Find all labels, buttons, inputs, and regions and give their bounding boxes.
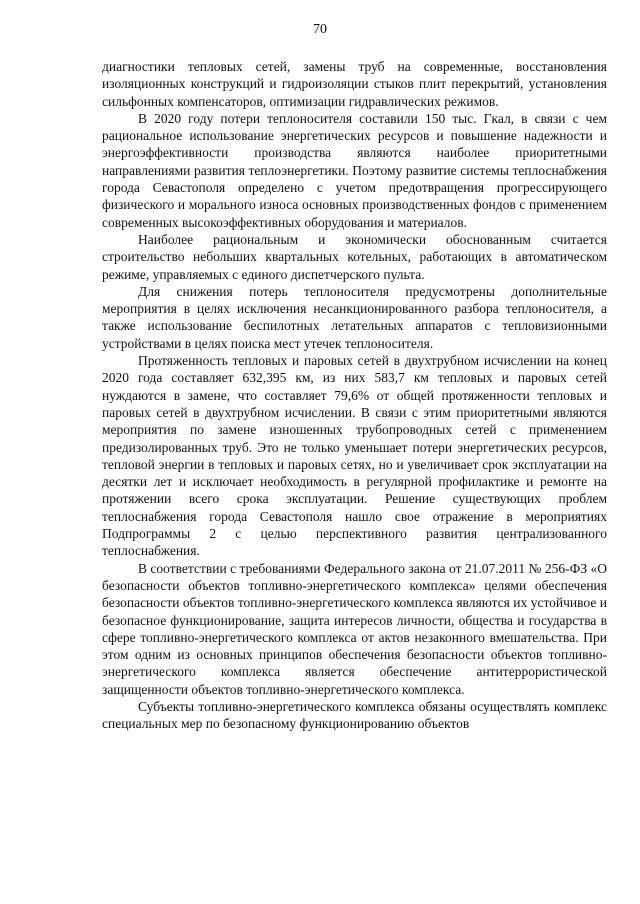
paragraph-network-length: Протяженность тепловых и паровых сетей в двухтрубном исчислении на конец 2020 года составляет 632,395 км, из них 583,7 км тепловых и паровых сетей нуждаются в замене, что составляет 79,6% от общей протяженности тепловых и паровых сетей в двухтрубном исчислении. В связи с этим приоритетными являются мероприятия по замене изношенных трубопроводных сетей с применением предизолированных труб. Это не только уменьшает потери энергетических ресурсов, тепловой энергии в тепловых и паровых сетях, но и увеличивает срок эксплуатации на десятки лет и исключает необходимость в регулярной профилактике и ремонте на протяжении всего срока эксплуатации. Решение существующих проблем теплоснабжения города Севастополя нашло свое отражение в мероприятиях Подпрограммы 2 с целью перспективного развития централизованного теплоснабжения. (102, 353, 607, 559)
page-number: 70 (313, 22, 327, 37)
paragraph-subjects: Субъекты топливно-энергетического комплекса обязаны осуществлять комплекс специальных мер по безопасному функционированию объектов (102, 698, 607, 732)
body-text (102, 58, 607, 733)
paragraph-loss-reduction: Для снижения потерь теплоносителя предусмотрены дополнительные мероприятия в целях исключения несанкционированного разбора теплоносителя, а также использование беспилотных летательных аппаратов с тепловизионными устройствами в целях поиска мест утечек теплоносителя. (102, 283, 607, 351)
paragraph-federal-law: В соответствии с требованиями Федерального закона от 21.07.2011 № 256-ФЗ «О безопасности объектов топливно-энергетического комплекса» целями обеспечения безопасности объектов топливно-энергетического комплекса являются их устойчивое и безопасное функционирование, защита интересов личности, общества и государства в сфере топливно-энергетического комплекса от актов незаконного вмешательства. При этом одним из основных принципов обеспечения безопасности объектов топливно-энергетического комплекса является обеспечение антитеррористической защищенности объектов топливно-энергетического комплекса. (102, 560, 607, 697)
paragraph-continuation: диагностики тепловых сетей, замены труб на современные, восстановления изоляционных конструкций и гидроизоляции стыков плит перекрытий, установления сильфонных компенсаторов, оптимизации гидравлических режимов. (102, 59, 607, 109)
paragraph-boiler-houses: Наиболее рациональным и экономически обоснованным считается строительство небольших квартальных котельных, работающих в автоматическом режиме, управляемых с единого диспетчерского пульта. (102, 231, 607, 282)
paragraph-heat-loss: В 2020 году потери теплоносителя составили 150 тыс. Гкал, в связи с чем рациональное использование энергетических ресурсов и повышение надежности и энергоэффективности производства являются наиболее приоритетными направлениями развития теплоэнергетики. Поэтому развитие системы теплоснабжения города Севастополя определено с учетом предотвращения прогрессирующего физического и морального износа основных производственных фондов с применением современных высокоэффективных оборудования и материалов. (102, 110, 607, 230)
